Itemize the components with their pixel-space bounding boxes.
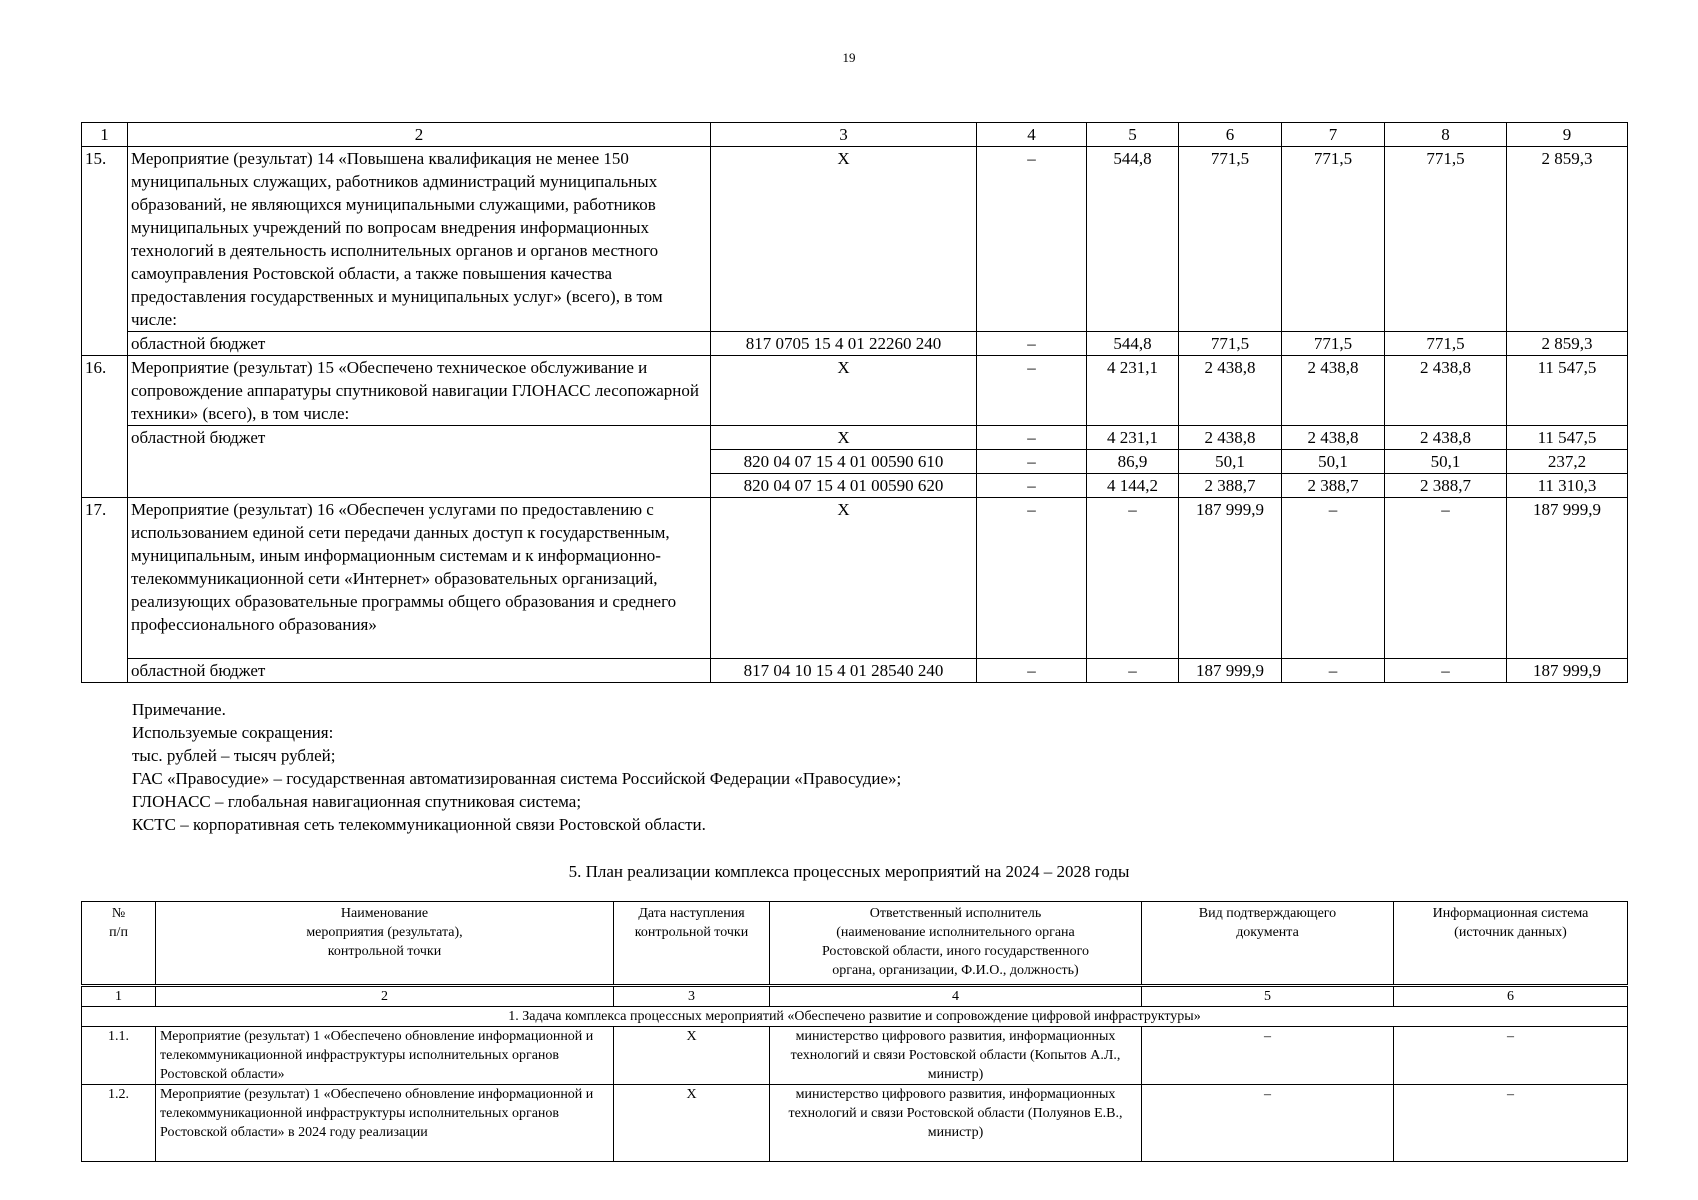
section-title: 5. План реализации комплекса процессных мероприятий на 2024 – 2028 годы: [568, 862, 1130, 881]
row-number: 17.: [82, 498, 128, 683]
table-row: [82, 1027, 1628, 1085]
col-number: 3: [614, 986, 770, 1007]
row-number: 16.: [82, 356, 128, 498]
value-cell: 50,1: [1179, 450, 1282, 474]
col-number: 4: [977, 123, 1087, 147]
value-cell: –: [1282, 659, 1385, 683]
note-line: КСТС – корпоративная сеть телекоммуникационной связи Ростовской области.: [132, 815, 706, 834]
value-cell: 2 438,8: [1385, 356, 1507, 426]
task-row: [82, 1007, 1628, 1027]
budget-code: X: [711, 426, 977, 450]
column-number-row: [82, 986, 1628, 1007]
col-number: 9: [1507, 123, 1628, 147]
value-cell: 2 438,8: [1282, 426, 1385, 450]
value-cell: –: [977, 498, 1087, 659]
col-number: 4: [770, 986, 1142, 1007]
table-row: [82, 332, 1628, 356]
col-number: 8: [1385, 123, 1507, 147]
note-line: Используемые сокращения:: [132, 723, 334, 742]
row-number: 15.: [82, 147, 128, 356]
col-header-executor: Ответственный исполнитель (наименование исполнительного органа Ростовской области, иного государственного органа, организации, Ф.И.О., должность): [770, 902, 1142, 986]
value-cell: 50,1: [1282, 450, 1385, 474]
value-cell: 4 231,1: [1087, 426, 1179, 450]
col-header-document: Вид подтверждающего документа: [1142, 902, 1394, 986]
table-row: [82, 659, 1628, 683]
budget-code: 820 04 07 15 4 01 00590 620: [711, 474, 977, 498]
value-cell: 771,5: [1179, 147, 1282, 332]
task-title: 1. Задача комплекса процессных мероприятий «Обеспечено развитие и сопровождение цифровой инфраструктуры»: [82, 1007, 1628, 1027]
table-row: [82, 356, 1628, 426]
activity-name: Мероприятие (результат) 1 «Обеспечено обновление информационной и телекоммуникационной инфраструктуры исполнительных органов Ростовской области» в 2024 году реализации: [156, 1085, 614, 1162]
note-line: ГЛОНАСС – глобальная навигационная спутниковая система;: [132, 792, 582, 811]
value-cell: 11 547,5: [1507, 356, 1628, 426]
col-number: 6: [1394, 986, 1628, 1007]
value-cell: 2 388,7: [1282, 474, 1385, 498]
document-type: –: [1142, 1027, 1394, 1085]
note-line: тыс. рублей – тысяч рублей;: [132, 746, 336, 765]
page-number: 19: [842, 50, 856, 65]
budget-code: 820 04 07 15 4 01 00590 610: [711, 450, 977, 474]
information-system: –: [1394, 1085, 1628, 1162]
row-number: 1.2.: [82, 1085, 156, 1162]
value-cell: –: [977, 474, 1087, 498]
activity-name: Мероприятие (результат) 16 «Обеспечен услугами по предоставлению с использованием единой сети передачи данных доступ к государственным, муниципальным, иным информационным системам и к информационно-телекоммуникационной сети «Интернет» образовательных организаций, реализующих образовательные программы общего образования и среднего профессионального образования»: [128, 498, 711, 659]
responsible-executor: министерство цифрового развития, информационных технологий и связи Ростовской области (Полуянов Е.В., министр): [770, 1085, 1142, 1162]
value-cell: 237,2: [1507, 450, 1628, 474]
col-number: 2: [128, 123, 711, 147]
budget-code: X: [711, 356, 977, 426]
col-number: 1: [82, 986, 156, 1007]
col-number: 5: [1142, 986, 1394, 1007]
col-number: 6: [1179, 123, 1282, 147]
value-cell: –: [977, 356, 1087, 426]
value-cell: 187 999,9: [1179, 498, 1282, 659]
activity-name: Мероприятие (результат) 1 «Обеспечено обновление информационной и телекоммуникационной инфраструктуры исполнительных органов Ростовской области»: [156, 1027, 614, 1085]
col-header-system: Информационная система (источник данных): [1394, 902, 1628, 986]
value-cell: 771,5: [1179, 332, 1282, 356]
budget-code: X: [711, 147, 977, 332]
control-date: X: [614, 1085, 770, 1162]
responsible-executor: министерство цифрового развития, информационных технологий и связи Ростовской области (Копытов А.Л., министр): [770, 1027, 1142, 1085]
value-cell: –: [977, 332, 1087, 356]
budget-code: 817 0705 15 4 01 22260 240: [711, 332, 977, 356]
value-cell: 11 310,3: [1507, 474, 1628, 498]
value-cell: 544,8: [1087, 332, 1179, 356]
budget-code: X: [711, 498, 977, 659]
value-cell: 4 231,1: [1087, 356, 1179, 426]
activity-name: Мероприятие (результат) 15 «Обеспечено техническое обслуживание и сопровождение аппаратуры спутниковой навигации ГЛОНАСС лесопожарной техники» (всего), в том числе:: [128, 356, 711, 426]
funding-table: [81, 122, 1628, 683]
value-cell: 50,1: [1385, 450, 1507, 474]
value-cell: –: [977, 659, 1087, 683]
value-cell: 2 438,8: [1385, 426, 1507, 450]
value-cell: 187 999,9: [1507, 498, 1628, 659]
value-cell: –: [1087, 659, 1179, 683]
table-row: [82, 1085, 1628, 1162]
value-cell: 86,9: [1087, 450, 1179, 474]
notes-block: [132, 698, 901, 836]
value-cell: –: [1385, 498, 1507, 659]
col-number: 3: [711, 123, 977, 147]
table-row: [82, 426, 1628, 450]
value-cell: 2 438,8: [1179, 426, 1282, 450]
note-line: Примечание.: [132, 700, 226, 719]
table-header-row: [82, 902, 1628, 986]
funding-source: областной бюджет: [128, 659, 711, 683]
value-cell: 544,8: [1087, 147, 1179, 332]
value-cell: –: [977, 426, 1087, 450]
plan-table: [81, 901, 1628, 1162]
value-cell: –: [977, 147, 1087, 332]
value-cell: 771,5: [1282, 332, 1385, 356]
value-cell: –: [1282, 498, 1385, 659]
value-cell: 187 999,9: [1507, 659, 1628, 683]
col-number: 2: [156, 986, 614, 1007]
value-cell: 2 388,7: [1179, 474, 1282, 498]
budget-code: 817 04 10 15 4 01 28540 240: [711, 659, 977, 683]
value-cell: 2 388,7: [1385, 474, 1507, 498]
value-cell: 771,5: [1282, 147, 1385, 332]
control-date: X: [614, 1027, 770, 1085]
information-system: –: [1394, 1027, 1628, 1085]
col-number: 1: [82, 123, 128, 147]
value-cell: 11 547,5: [1507, 426, 1628, 450]
table-header-row: [82, 123, 1628, 147]
col-header-number: № п/п: [82, 902, 156, 986]
note-line: ГАС «Правосудие» – государственная автоматизированная система Российской Федерации «Правосудие»;: [132, 769, 902, 788]
value-cell: 2 438,8: [1179, 356, 1282, 426]
funding-source: областной бюджет: [128, 426, 711, 498]
value-cell: 2 859,3: [1507, 147, 1628, 332]
document-type: –: [1142, 1085, 1394, 1162]
funding-source: областной бюджет: [128, 332, 711, 356]
table-row: [82, 147, 1628, 332]
col-number: 5: [1087, 123, 1179, 147]
value-cell: 771,5: [1385, 332, 1507, 356]
table-row: [82, 498, 1628, 659]
value-cell: 771,5: [1385, 147, 1507, 332]
value-cell: 187 999,9: [1179, 659, 1282, 683]
value-cell: –: [977, 450, 1087, 474]
value-cell: –: [1385, 659, 1507, 683]
value-cell: 4 144,2: [1087, 474, 1179, 498]
col-number: 7: [1282, 123, 1385, 147]
value-cell: –: [1087, 498, 1179, 659]
col-header-name: Наименование мероприятия (результата), контрольной точки: [156, 902, 614, 986]
col-header-date: Дата наступления контрольной точки: [614, 902, 770, 986]
activity-name: Мероприятие (результат) 14 «Повышена квалификация не менее 150 муниципальных служащих, работников администраций муниципальных образований, не являющихся муниципальными служащими, работников муниципальных учреждений по вопросам внедрения информационных технологий в деятельность исполнительных органов и органов местного самоуправления Ростовской области, а также повышения качества предоставления государственных и муниципальных услуг» (всего), в том числе:: [128, 147, 711, 332]
value-cell: 2 859,3: [1507, 332, 1628, 356]
value-cell: 2 438,8: [1282, 356, 1385, 426]
row-number: 1.1.: [82, 1027, 156, 1085]
